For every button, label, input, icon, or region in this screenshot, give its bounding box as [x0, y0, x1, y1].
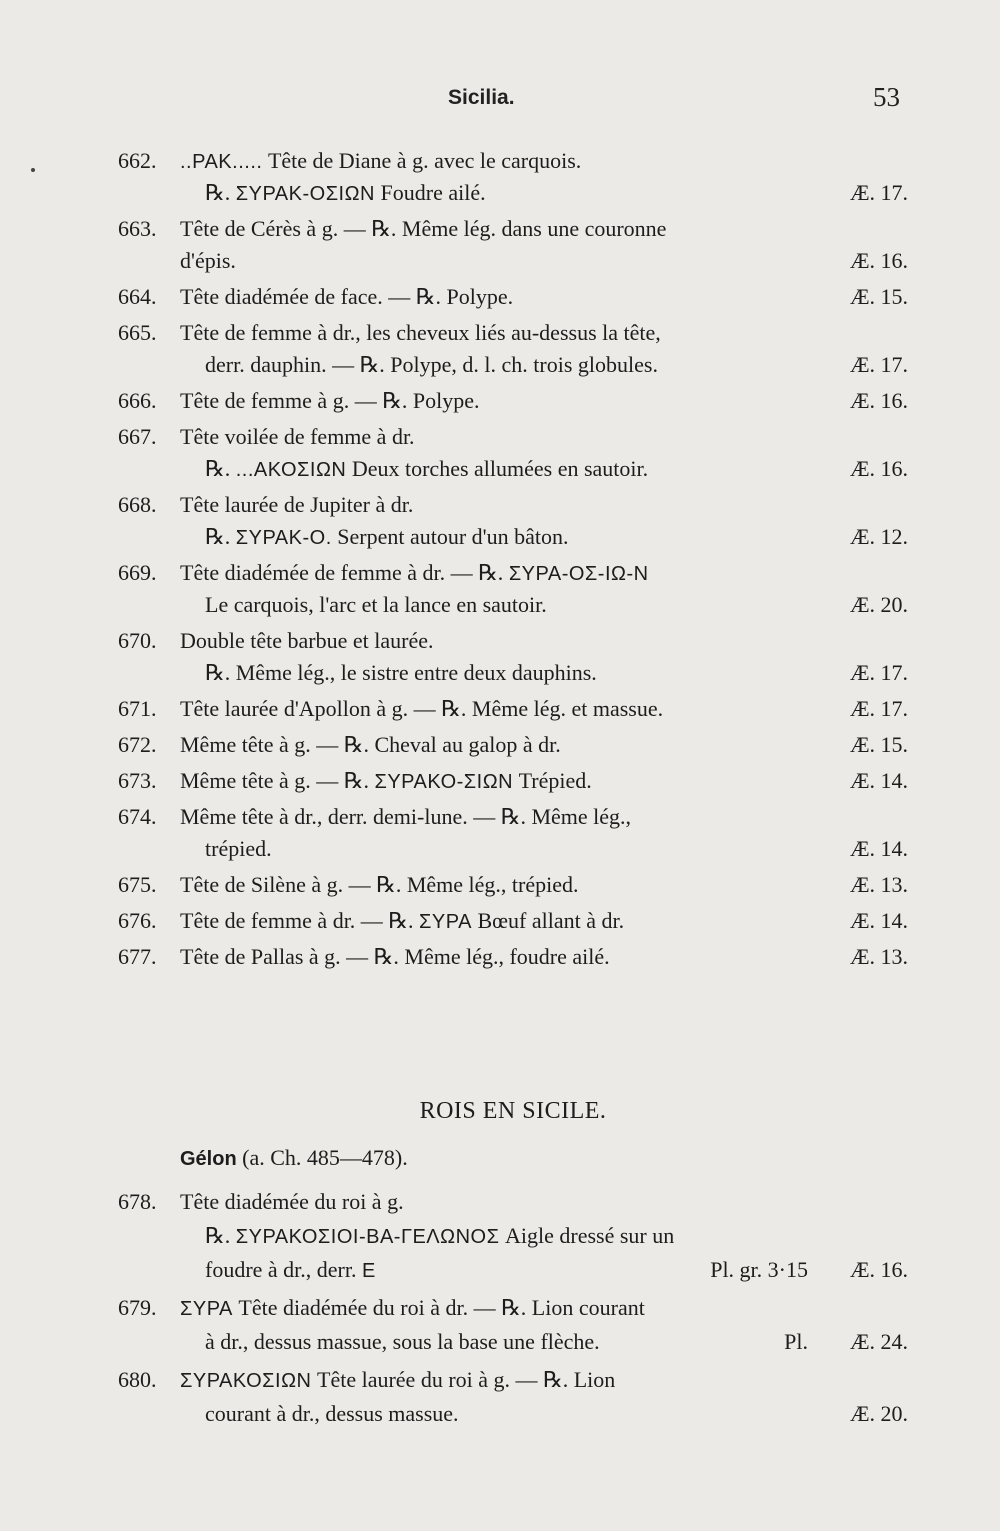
greek-legend: ΣΥΡΑΚΟΣΙΟΙ-ΒΑ-ΓΕΛΩΝΟΣ: [235, 1226, 500, 1248]
greek-legend: ..ΡΑΚ.....: [180, 151, 263, 173]
metal-size: Æ. 17.: [849, 352, 908, 377]
entry-line: [180, 421, 908, 453]
entry-description: [180, 625, 908, 689]
entry-description: [180, 801, 908, 865]
page-number: 53: [873, 82, 900, 112]
metal-size: Æ. 15.: [849, 284, 908, 309]
entry-number: 663.: [118, 216, 157, 241]
entry-text: Tête de femme à dr. — ℞.: [180, 908, 420, 933]
entry-line: [180, 625, 908, 657]
margin-speck: [31, 168, 35, 172]
entry-text: à dr., dessus massue, sous la base une flèche.: [205, 1329, 600, 1354]
entry-number: 673.: [118, 768, 157, 793]
entry-text: Aigle dressé sur un: [499, 1223, 675, 1248]
entry-text: Même tête à g. — ℞. Cheval au galop à dr.: [180, 732, 561, 757]
entry-text: Tête diadémée du roi à dr. — ℞. Lion courant: [232, 1295, 645, 1320]
entry-text: ℞.: [205, 524, 236, 549]
ruler-name: Gélon: [180, 1148, 237, 1170]
catalogue-entry: [118, 1291, 908, 1359]
metal-size: Æ. 17.: [849, 180, 908, 205]
catalogue-entry: [118, 317, 908, 381]
greek-legend: ΣΥΡΑ: [419, 911, 472, 933]
catalogue-entry: [118, 281, 908, 313]
entry-line: [180, 557, 908, 589]
catalogue-entry: [118, 489, 908, 553]
entry-line: [180, 317, 908, 349]
greek-legend: Ε: [362, 1260, 376, 1282]
entry-line: [180, 349, 908, 381]
greek-legend: ΣΥΡΑ: [180, 1298, 233, 1320]
entry-description: [180, 385, 908, 417]
entry-number: 669.: [118, 560, 157, 585]
entry-line: [180, 1291, 908, 1325]
entry-description: [180, 281, 908, 313]
metal-size: Æ. 16.: [849, 1257, 908, 1282]
entry-number: 674.: [118, 804, 157, 829]
entry-text: ℞.: [205, 456, 236, 481]
entry-text: ℞.: [205, 1223, 236, 1248]
catalogue-entry: [118, 1363, 908, 1431]
metal-size: Æ. 14.: [849, 768, 908, 793]
metal-size: Æ. 17.: [849, 660, 908, 685]
greek-legend: ΣΥΡΑΚ-ΟΣΙΩΝ: [235, 183, 376, 205]
entry-line: [180, 1325, 908, 1359]
entry-line: [180, 145, 908, 177]
entry-line: [180, 521, 908, 553]
entry-text: Tête de Cérès à g. — ℞. Même lég. dans une couronne: [180, 216, 667, 241]
entry-text: Double tête barbue et laurée.: [180, 628, 434, 653]
entry-line: [180, 489, 908, 521]
metal-size: Æ. 16.: [849, 456, 908, 481]
metal-size: Æ. 17.: [849, 696, 908, 721]
catalogue-entry: [118, 905, 908, 937]
entry-text: Tête voilée de femme à dr.: [180, 424, 415, 449]
catalogue-entry: [118, 869, 908, 901]
running-head: Sicilia.: [448, 86, 515, 109]
section-title: ROIS EN SICILE.: [419, 1098, 607, 1124]
entry-line: [180, 693, 908, 725]
catalogue-entry: [118, 421, 908, 485]
entry-line: [180, 177, 908, 209]
catalogue-entry: [118, 557, 908, 621]
entry-number: 664.: [118, 284, 157, 309]
entry-text: foudre à dr., derr.: [205, 1257, 362, 1282]
entry-text: Tête laurée d'Apollon à g. — ℞. Même lég. et massue.: [180, 696, 664, 721]
entry-text: trépied.: [205, 836, 272, 861]
greek-legend: ΣΥΡΑ-ΟΣ-ΙΩ-Ν: [508, 563, 649, 585]
entry-number: 667.: [118, 424, 157, 449]
entry-text: Trépied.: [513, 768, 592, 793]
entry-line: [180, 281, 908, 313]
metal-size: Æ. 20.: [849, 1401, 908, 1426]
entry-text: ℞. Même lég., le sistre entre deux dauphins.: [205, 660, 597, 685]
entry-number: 666.: [118, 388, 157, 413]
entry-number: 678.: [118, 1189, 157, 1214]
entry-description: [180, 213, 908, 277]
greek-legend: ...ΑΚΟΣΙΩΝ: [235, 459, 347, 481]
entry-line: [180, 905, 908, 937]
entry-description: [180, 765, 908, 797]
entry-text: Deux torches allumées en sautoir.: [346, 456, 649, 481]
entry-number: 676.: [118, 908, 157, 933]
entry-description: [180, 489, 908, 553]
catalogue-entry: [118, 693, 908, 725]
entry-line: [180, 941, 908, 973]
entry-line: [180, 385, 908, 417]
entry-text: Tête de Diane à g. avec le carquois.: [262, 148, 582, 173]
entry-line: [180, 801, 908, 833]
entry-description: [180, 1185, 908, 1287]
entry-text: Tête de femme à dr., les cheveux liés au-dessus la tête,: [180, 320, 661, 345]
catalogue-entry: [118, 941, 908, 973]
metal-size: Æ. 24.: [849, 1329, 908, 1354]
entry-text: Tête de Pallas à g. — ℞. Même lég., foudre ailé.: [180, 944, 610, 969]
entry-line: [180, 1397, 908, 1431]
entry-text: Tête de femme à g. — ℞. Polype.: [180, 388, 480, 413]
metal-size: Æ. 16.: [849, 248, 908, 273]
entry-number: 679.: [118, 1295, 157, 1320]
metal-size: Æ. 14.: [849, 836, 908, 861]
catalogue-entry: [118, 1185, 908, 1287]
entry-number: 672.: [118, 732, 157, 757]
entry-description: [180, 941, 908, 973]
entry-description: [180, 1363, 908, 1431]
entry-text: Le carquois, l'arc et la lance en sautoir.: [205, 592, 547, 617]
catalogue-entries-rois: [118, 1185, 908, 1435]
entry-line: [180, 729, 908, 761]
entry-description: [180, 557, 908, 621]
entry-description: [180, 317, 908, 381]
metal-size: Æ. 16.: [849, 388, 908, 413]
plate-reference: Pl.: [784, 1329, 808, 1354]
entry-text: Tête laurée du roi à g. — ℞. Lion: [311, 1367, 616, 1392]
catalogue-entry: [118, 385, 908, 417]
entry-text: Tête de Silène à g. — ℞. Même lég., trépied.: [180, 872, 579, 897]
catalogue-entry: [118, 729, 908, 761]
entry-text: Tête laurée de Jupiter à dr.: [180, 492, 414, 517]
greek-legend: ΣΥΡΑΚ-Ο.: [235, 527, 332, 549]
metal-size: Æ. 12.: [849, 524, 908, 549]
entry-description: [180, 729, 908, 761]
entry-line: [180, 869, 908, 901]
entry-text: Tête diadémée de femme à dr. — ℞.: [180, 560, 509, 585]
entry-description: [180, 145, 908, 209]
metal-size: Æ. 15.: [849, 732, 908, 757]
entry-line: [180, 1219, 908, 1253]
catalogue-entries-sicilia: [118, 145, 908, 977]
entry-line: [180, 765, 908, 797]
entry-line: [180, 1185, 908, 1219]
greek-legend: ΣΥΡΑΚΟ-ΣΙΩΝ: [374, 771, 514, 793]
entry-number: 665.: [118, 320, 157, 345]
entry-text: Serpent autour d'un bâton.: [331, 524, 569, 549]
metal-size: Æ. 13.: [849, 944, 908, 969]
catalogue-entry: [118, 145, 908, 209]
entry-text: derr. dauphin. — ℞. Polype, d. l. ch. trois globules.: [205, 352, 658, 377]
entry-line: [180, 833, 908, 865]
entry-text: Même tête à g. — ℞.: [180, 768, 375, 793]
plate-reference: Pl. gr. 3·15: [710, 1257, 808, 1282]
entry-line: [180, 245, 908, 277]
entry-number: 668.: [118, 492, 157, 517]
entry-text: ℞.: [205, 180, 236, 205]
entry-text: Tête diadémée du roi à g.: [180, 1189, 404, 1214]
entry-description: [180, 421, 908, 485]
entry-number: 670.: [118, 628, 157, 653]
catalogue-entry: [118, 625, 908, 689]
entry-line: [180, 213, 908, 245]
catalogue-entry: [118, 213, 908, 277]
entry-line: [180, 1363, 908, 1397]
entry-description: [180, 905, 908, 937]
entry-description: [180, 869, 908, 901]
metal-size: Æ. 14.: [849, 908, 908, 933]
entry-line: [180, 1253, 908, 1287]
entry-text: Bœuf allant à dr.: [471, 908, 625, 933]
entry-text: courant à dr., dessus massue.: [205, 1401, 459, 1426]
entry-number: 671.: [118, 696, 157, 721]
entry-number: 662.: [118, 148, 157, 173]
metal-size: Æ. 13.: [849, 872, 908, 897]
entry-line: [180, 589, 908, 621]
entry-description: [180, 693, 908, 725]
entry-text: Même tête à dr., derr. demi-lune. — ℞. Même lég.,: [180, 804, 632, 829]
greek-legend: ΣΥΡΑΚΟΣΙΩΝ: [180, 1370, 312, 1392]
entry-text: Tête diadémée de face. — ℞. Polype.: [180, 284, 514, 309]
entry-text: d'épis.: [180, 248, 236, 273]
catalogue-entry: [118, 801, 908, 865]
ruler-heading: [180, 1145, 408, 1171]
entry-number: 680.: [118, 1367, 157, 1392]
entry-number: 677.: [118, 944, 157, 969]
entry-text: Foudre ailé.: [375, 180, 486, 205]
ruler-dates: (a. Ch. 485—478).: [236, 1145, 408, 1170]
metal-size: Æ. 20.: [849, 592, 908, 617]
entry-line: [180, 657, 908, 689]
entry-line: [180, 453, 908, 485]
entry-description: [180, 1291, 908, 1359]
entry-number: 675.: [118, 872, 157, 897]
catalogue-entry: [118, 765, 908, 797]
